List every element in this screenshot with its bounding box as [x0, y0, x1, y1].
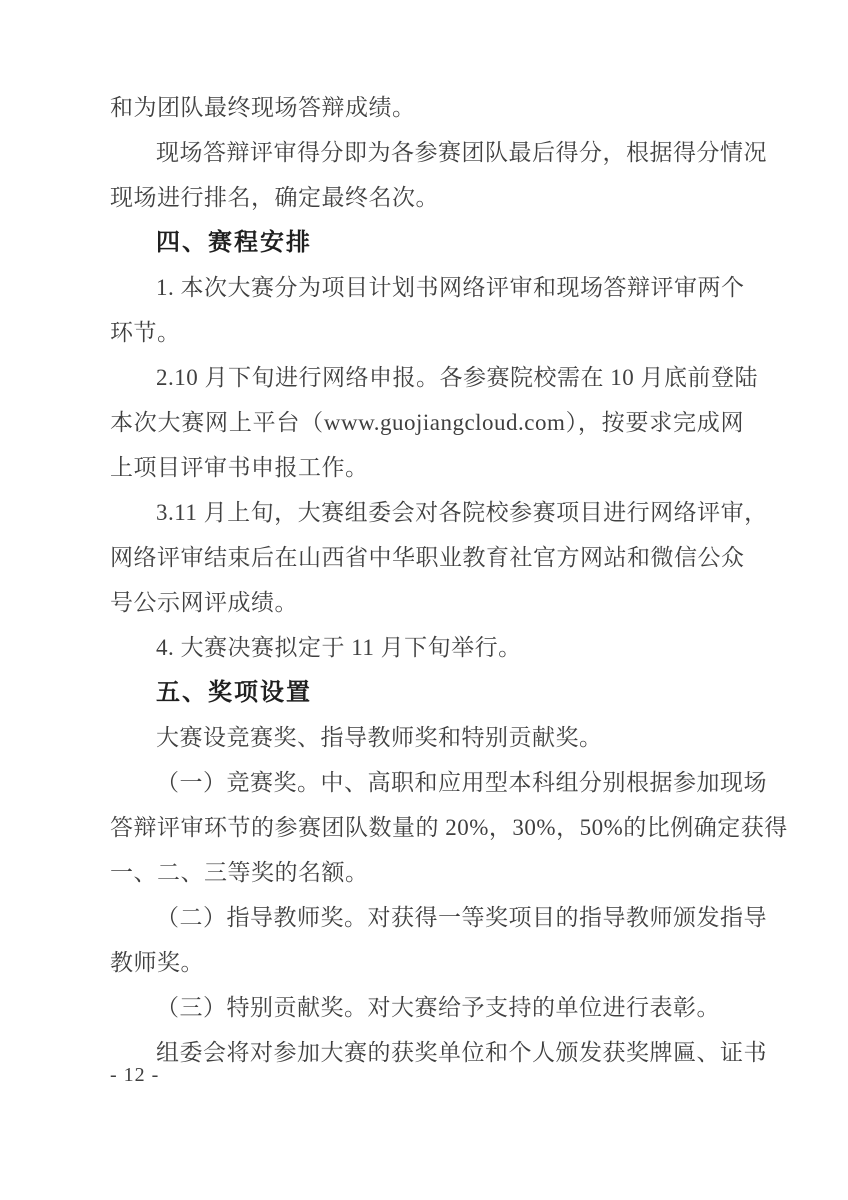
text-line: 2.10 月下旬进行网络申报。各参赛院校需在 10 月底前登陆: [156, 365, 758, 390]
text-line: 和为团队最终现场答辩成绩。: [110, 95, 416, 120]
text-line: 号公示网评成绩。: [110, 590, 298, 615]
text-line: 网络评审结束后在山西省中华职业教育社官方网站和微信公众: [110, 545, 745, 570]
text-line: 本次大赛网上平台（www.guojiangcloud.com），按要求完成网: [110, 410, 744, 435]
section-heading: 五、奖项设置: [156, 679, 312, 706]
text-line: 大赛设竞赛奖、指导教师奖和特别贡献奖。: [156, 725, 603, 750]
text-line: 一、二、三等奖的名额。: [110, 860, 369, 885]
section-heading: 四、赛程安排: [156, 229, 312, 256]
text-line: 现场答辩评审得分即为各参赛团队最后得分，根据得分情况: [156, 140, 767, 165]
text-line: 组委会将对参加大赛的获奖单位和个人颁发获奖牌匾、证书: [156, 1040, 767, 1065]
text-line: 3.11 月上旬，大赛组委会对各院校参赛项目进行网络评审，: [156, 500, 768, 525]
text-line: 1. 本次大赛分为项目计划书网络评审和现场答辩评审两个: [156, 275, 745, 300]
page-number: - 12 -: [110, 1064, 160, 1086]
text-line: （二）指导教师奖。对获得一等奖项目的指导教师颁发指导: [156, 905, 767, 930]
text-line: 答辩评审环节的参赛团队数量的 20%，30%，50%的比例确定获得: [110, 815, 788, 840]
text-line: 4. 大赛决赛拟定于 11 月下旬举行。: [156, 635, 522, 660]
text-line: （三）特别贡献奖。对大赛给予支持的单位进行表彰。: [156, 995, 720, 1020]
text-line: 上项目评审书申报工作。: [110, 455, 369, 480]
text-line: （一）竞赛奖。中、高职和应用型本科组分别根据参加现场: [156, 770, 767, 795]
text-line: 环节。: [110, 320, 181, 345]
text-line: 现场进行排名，确定最终名次。: [110, 185, 439, 210]
text-line: 教师奖。: [110, 950, 204, 975]
document-body: [110, 85, 788, 1075]
